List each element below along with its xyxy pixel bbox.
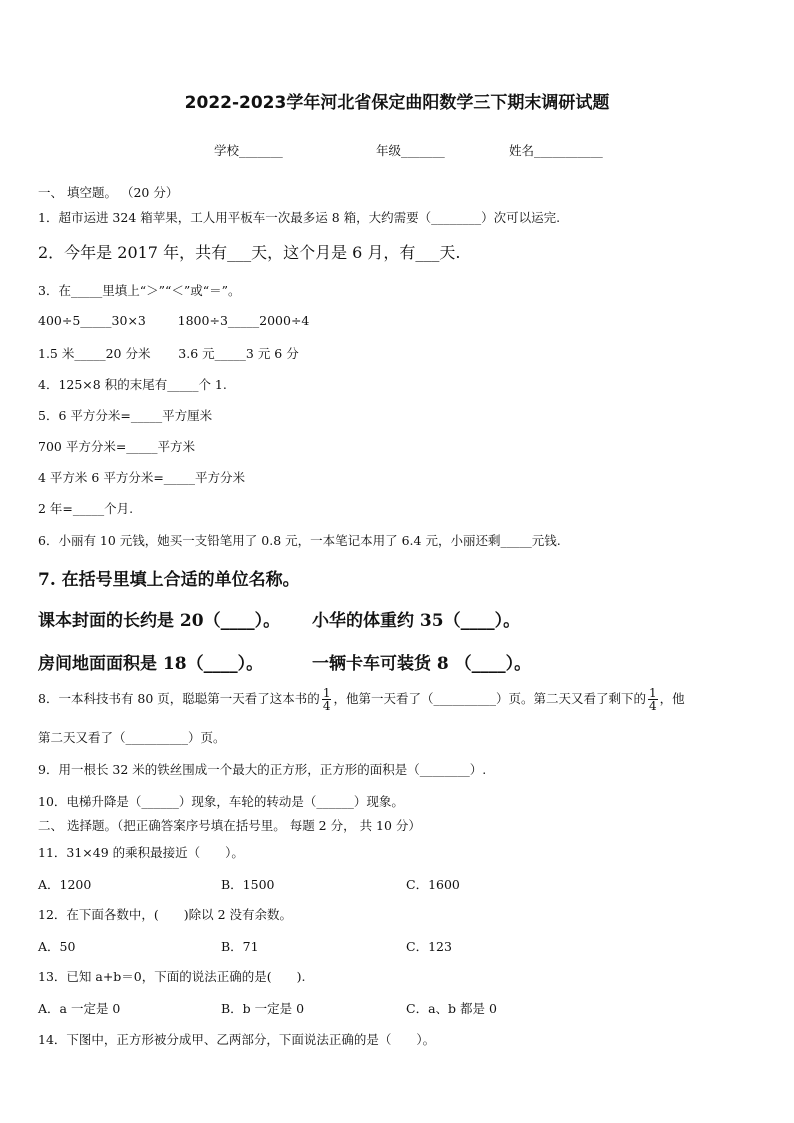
question-3-line-1: 400÷5_____30×3 1800÷3_____2000÷4 [38, 313, 310, 328]
question-5-line-3: 4 平方米 6 平方分米=_____平方分米 [38, 470, 246, 485]
question-8-line-1 [38, 684, 685, 714]
fraction-denominator: 4 [648, 699, 657, 713]
question-10: 10．电梯升降是（______）现象，车轮的转动是（______）现象。 [38, 794, 404, 809]
section-2-heading: 二、 选择题。（把正确答案序号填在括号里。 每题 2 分， 共 10 分） [38, 818, 421, 833]
question-12-option-c: C．123 [406, 939, 452, 954]
question-12-stem: 12．在下面各数中，( )除以 2 没有余数。 [38, 907, 293, 922]
question-13-stem: 13．已知 a+b＝0，下面的说法正确的是( ). [38, 969, 306, 984]
fraction-numerator: 1 [648, 686, 657, 700]
question-12-option-b: B．71 [221, 939, 259, 954]
question-7-d: 一辆卡车可装货 8 （____）。 [312, 654, 532, 674]
question-7-a: 课本封面的长约是 20（____）。 [38, 611, 281, 631]
question-5-line-1: 5．6 平方分米=_____平方厘米 [38, 408, 213, 423]
question-11-stem: 11．31×49 的乘积最接近（ ）。 [38, 845, 244, 860]
fraction-one-quarter-2 [648, 687, 658, 712]
question-3-stem: 3．在_____里填上“＞”“＜”或“＝”。 [38, 283, 241, 298]
school-field: 学校_______ [214, 143, 283, 158]
fraction-numerator: 1 [322, 686, 331, 700]
question-6: 6．小丽有 10 元钱，她买一支铅笔用了 0.8 元，一本笔记本用了 6.4 元，小丽还剩_____元钱. [38, 533, 561, 548]
question-13-option-a: A．a 一定是 0 [38, 1001, 121, 1016]
page-title: 2022-2023学年河北省保定曲阳数学三下期末调研试题 [184, 93, 610, 113]
question-4: 4．125×8 积的末尾有_____个 1. [38, 377, 227, 392]
question-13-option-c: C．a、b 都是 0 [406, 1001, 497, 1016]
question-7-stem: 7. 在括号里填上合适的单位名称。 [38, 570, 300, 590]
fraction-one-quarter [322, 687, 332, 712]
fraction-denominator: 4 [322, 699, 331, 713]
question-8-line-2: 第二天又看了（__________）页。 [38, 730, 226, 745]
question-8-part-2: ，他第一天看了（__________）页。第二天又看了剩下的 [333, 691, 646, 706]
question-13-option-b: B．b 一定是 0 [221, 1001, 305, 1016]
name-field: 姓名___________ [509, 143, 603, 158]
question-5-line-4: 2 年=_____个月. [38, 501, 134, 516]
question-8-part-1: 8．一本科技书有 80 页，聪聪第一天看了这本书的 [38, 691, 320, 706]
question-11-option-c: C．1600 [406, 877, 460, 892]
question-3-line-2: 1.5 米_____20 分米 3.6 元_____3 元 6 分 [38, 346, 299, 361]
question-11-option-b: B．1500 [221, 877, 275, 892]
question-9: 9．用一根长 32 米的铁丝围成一个最大的正方形，正方形的面积是（________）. [38, 762, 487, 777]
grade-field: 年级_______ [376, 143, 445, 158]
section-1-heading: 一、 填空题。 （20 分） [38, 185, 179, 200]
question-7-b: 小华的体重约 35（____）。 [312, 611, 521, 631]
question-1: 1．超市运进 324 箱苹果，工人用平板车一次最多运 8 箱，大约需要（________）次可以运完. [38, 210, 561, 225]
question-12-option-a: A．50 [38, 939, 76, 954]
question-11-option-a: A．1200 [38, 877, 92, 892]
question-14-stem: 14．下图中，正方形被分成甲、乙两部分，下面说法正确的是（ ）。 [38, 1032, 436, 1047]
question-2: 2．今年是 2017 年，共有___天，这个月是 6 月，有___天. [38, 243, 461, 262]
question-7-c: 房间地面面积是 18（____）。 [38, 654, 264, 674]
question-5-line-2: 700 平方分米=_____平方米 [38, 439, 196, 454]
question-8-part-3: ，他 [659, 691, 685, 706]
